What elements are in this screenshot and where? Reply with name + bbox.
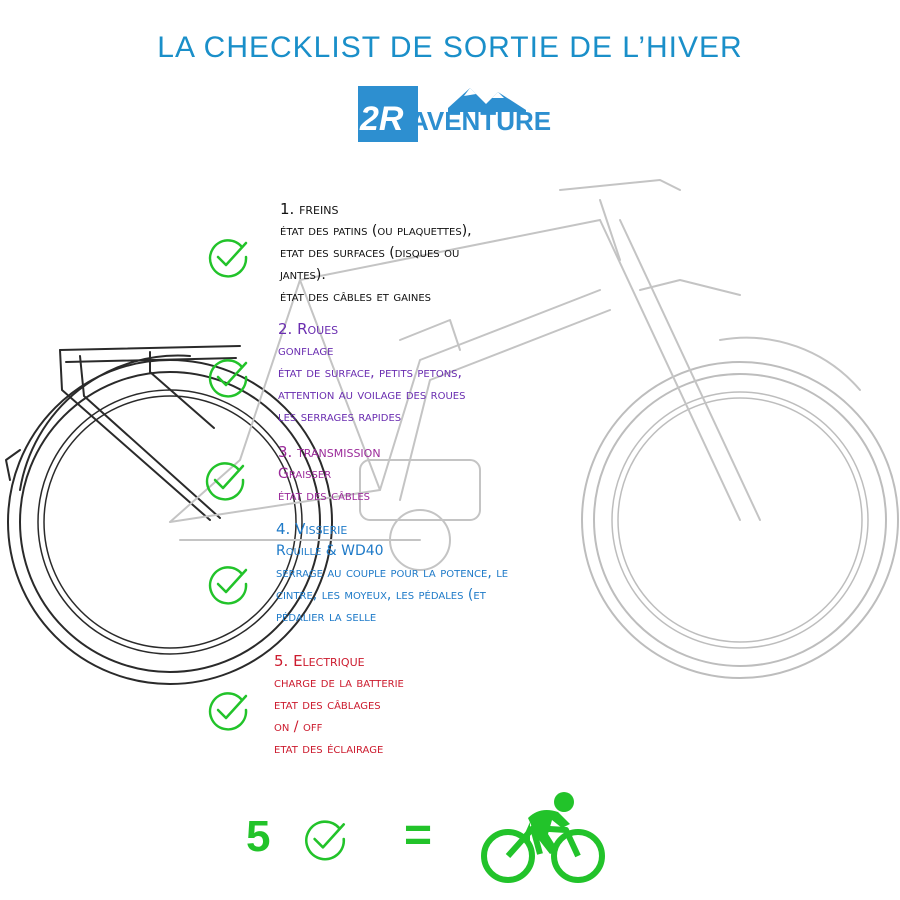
item-line: on / off — [274, 719, 323, 735]
equation-count: 5 — [246, 812, 271, 861]
check-circle-icon — [204, 353, 252, 401]
item-line: état des câbles — [278, 488, 371, 504]
cyclist-icon — [478, 788, 608, 888]
item-heading: 2. Roues — [278, 320, 339, 338]
item-heading: 4. Visserie — [276, 520, 348, 538]
item-line: état des câbles et gaines — [280, 289, 432, 305]
checklist-item-electric — [274, 650, 404, 760]
item-heading: 1. freins — [280, 200, 339, 218]
item-line: état de surface, petits petons, — [278, 365, 462, 381]
item-line: jantes). — [280, 267, 326, 283]
item-heading: 5. Electrique — [274, 652, 365, 670]
checklist-item-brakes — [280, 198, 472, 308]
item-line: etat des câblages — [274, 697, 381, 713]
brand-logo — [358, 84, 552, 142]
check-circle-icon — [201, 456, 249, 504]
checklist-item-screws — [276, 518, 508, 628]
rear-mudguard — [20, 356, 190, 490]
equals-sign: = — [404, 809, 433, 862]
check-circle-icon — [204, 560, 252, 608]
item-line: Rouille & WD40 — [276, 543, 384, 559]
item-line: attention au voilage des roues — [278, 387, 466, 403]
check-circle-icon — [204, 686, 252, 734]
item-heading: 3. transmission — [278, 443, 381, 461]
item-line: etat des surfaces (disques ou — [280, 245, 460, 261]
item-line: gonflage — [278, 343, 334, 359]
item-line: cintre, les moyeux, les pédales (et — [276, 587, 486, 603]
svg-text:2R: 2R — [360, 100, 404, 138]
check-circle-icon — [204, 233, 252, 281]
checklist-item-transmission — [278, 441, 381, 507]
svg-text:AVENTURE: AVENTURE — [410, 106, 552, 136]
page-title: LA CHECKLIST DE SORTIE DE L’HIVER — [157, 31, 743, 64]
item-line: charge de la batterie — [274, 675, 404, 691]
item-line: Graisser — [278, 466, 332, 482]
item-line: les serrages rapides — [278, 409, 402, 425]
item-line: état des patins (ou plaquettes), — [280, 223, 472, 239]
item-line: etat des éclairage — [274, 741, 384, 757]
item-line: pédalier la selle — [276, 609, 377, 625]
item-line: serrage au couple pour la potence, le — [276, 565, 509, 581]
checklist-item-wheels — [278, 318, 465, 428]
check-circle-icon — [300, 814, 350, 864]
